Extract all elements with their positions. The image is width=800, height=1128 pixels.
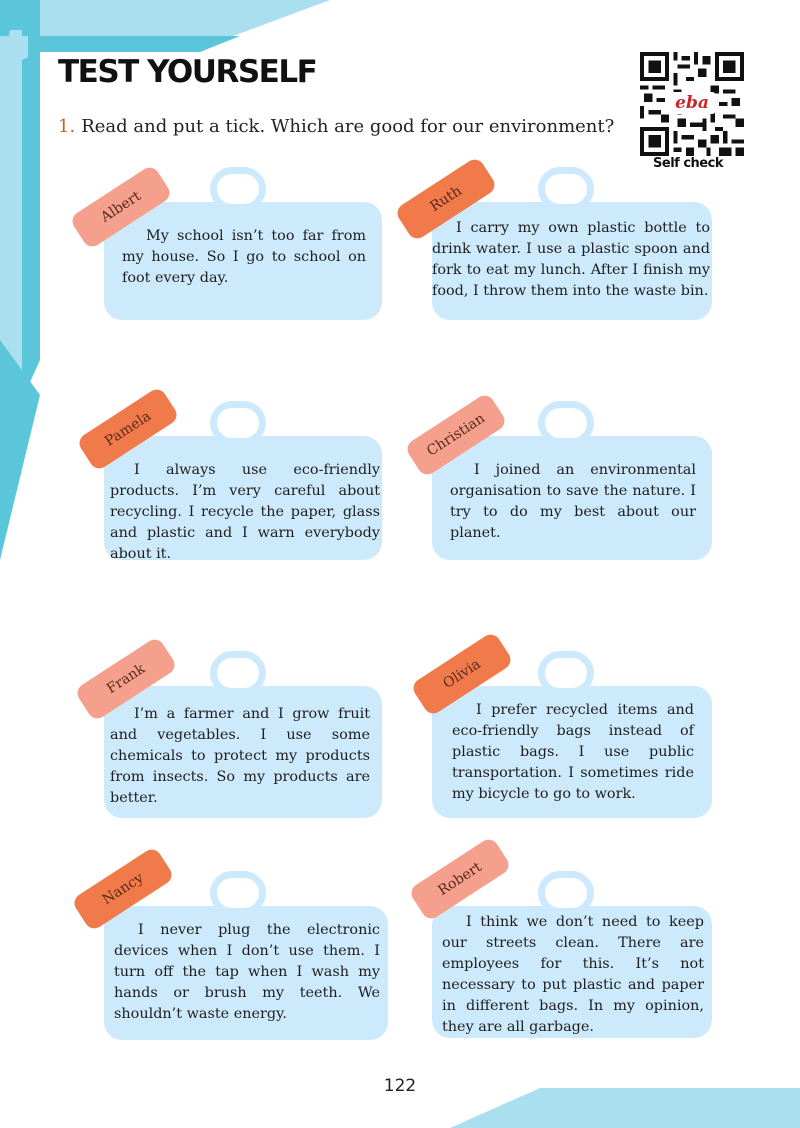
exercise-instruction-text: Read and put a tick. Which are good for our environment? (81, 116, 615, 137)
card-hanger (538, 651, 594, 695)
statement-card-albert (104, 202, 382, 320)
statement-card-nancy (104, 906, 388, 1040)
card-hanger (538, 401, 594, 445)
exercise-instruction (58, 116, 614, 137)
statement-card-robert (432, 906, 712, 1038)
statement-text: My school isn’t too far from my house. So I go to school on foot every day. (122, 228, 366, 286)
page-number: 122 (383, 1076, 417, 1096)
statement-card-ruth (432, 202, 712, 320)
card-hanger (538, 167, 594, 211)
page-title: TEST YOURSELF (58, 54, 317, 90)
statement-card-frank (104, 686, 382, 818)
name-tag-ruth: Ruth (394, 156, 499, 242)
statement-text: I always use eco-friendly products. I’m very careful about recycling. I recycle the paper, glass and plastic and I warn everybody about it. (110, 462, 380, 562)
name-tag-albert: Albert (69, 164, 174, 250)
name-tag-pamela: Pamela (76, 386, 181, 472)
statement-card-christian (432, 436, 712, 560)
statement-text: I think we don’t need to keep our streets clean. There are employees for this. It’s not necessary to put plastic and paper in different bags. In my opinion, they are all garbage. (442, 914, 704, 1035)
name-tag-frank: Frank (74, 636, 179, 722)
card-hanger (538, 871, 594, 915)
qr-logo: eba (668, 92, 716, 114)
qr-caption: Self check (653, 156, 723, 171)
statement-text: I never plug the electronic devices when I don’t use them. I turn off the tap when I wash my hands or brush my teeth. We shouldn’t waste energy. (114, 922, 380, 1022)
name-tag-christian: Christian (404, 392, 509, 478)
name-tag-olivia: Olivia (410, 631, 515, 717)
statement-text: I’m a farmer and I grow fruit and vegetables. I use some chemicals to protect my products from insects. So my products are better. (110, 706, 370, 806)
statement-text: I prefer recycled items and eco-friendly bags instead of plastic bags. I use public transportation. I sometimes ride my bicycle to go to work. (452, 702, 694, 802)
name-tag-nancy: Nancy (71, 846, 176, 932)
card-hanger (210, 401, 266, 445)
statement-text: I joined an environmental organisation to save the nature. I try to do my best about our planet. (450, 462, 696, 541)
statement-card-pamela (104, 436, 382, 560)
statement-card-olivia (432, 686, 712, 818)
card-hanger (210, 167, 266, 211)
card-hanger (210, 651, 266, 695)
name-tag-robert: Robert (408, 836, 513, 922)
statement-text: I carry my own plastic bottle to drink water. I use a plastic spoon and fork to eat my lunch. After I finish my food, I throw them into the waste bin. (432, 220, 710, 299)
exercise-number: 1. (58, 116, 76, 137)
card-hanger (210, 871, 266, 915)
